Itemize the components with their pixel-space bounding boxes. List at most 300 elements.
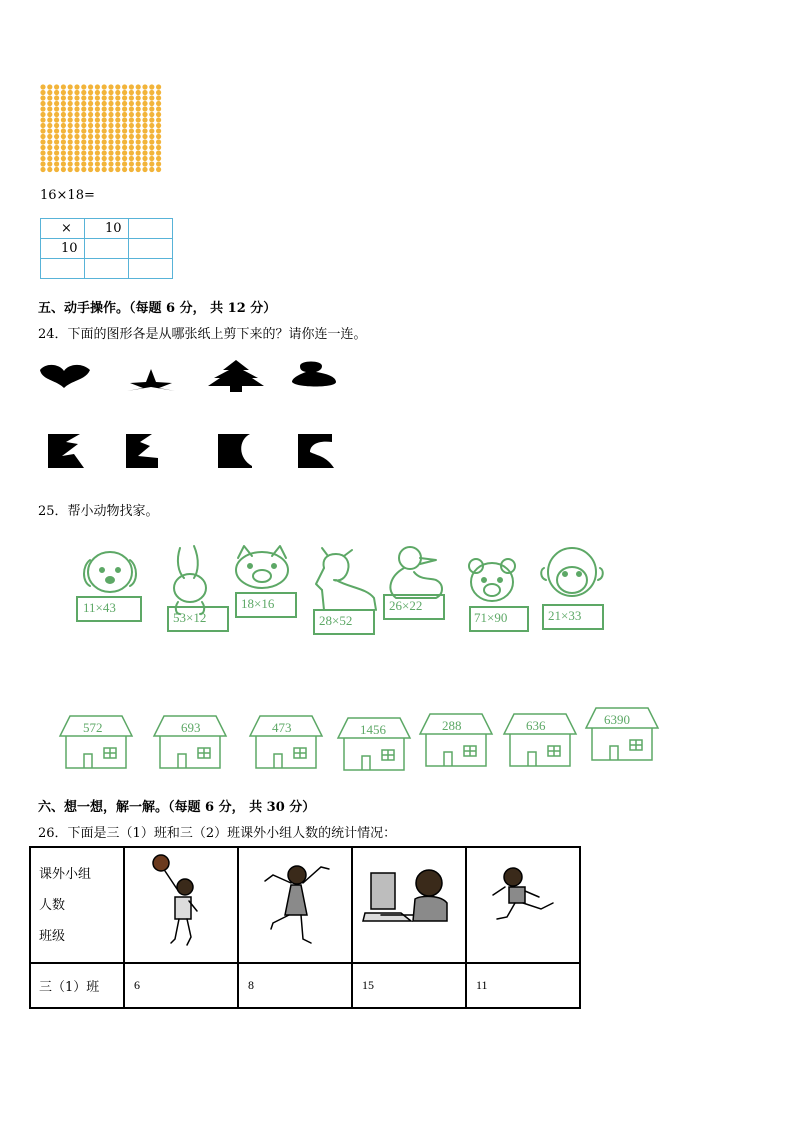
dot: [54, 95, 59, 100]
dot: [129, 90, 134, 95]
dot: [54, 101, 59, 106]
dot: [47, 128, 52, 133]
value-basketball: 6: [124, 963, 238, 1008]
dot: [40, 128, 45, 133]
dot: [115, 167, 120, 172]
dog-icon: [84, 552, 136, 592]
tree-arrow-shape: [208, 360, 264, 392]
dot: [40, 167, 45, 172]
dot: [122, 123, 127, 128]
dot: [136, 123, 141, 128]
dot: [68, 134, 73, 139]
dot: [88, 167, 93, 172]
dot: [122, 128, 127, 133]
dot: [115, 134, 120, 139]
dot: [129, 134, 134, 139]
dot: [68, 123, 73, 128]
cut-papers-row: [46, 432, 338, 472]
dot: [74, 134, 79, 139]
dot: [81, 95, 86, 100]
dot: [61, 167, 66, 172]
dot: [61, 150, 66, 155]
dot: [54, 156, 59, 161]
dot: [88, 117, 93, 122]
dot: [54, 128, 59, 133]
dot: [142, 117, 147, 122]
animal-sign: [76, 596, 142, 622]
dot: [74, 95, 79, 100]
dot: [136, 161, 141, 166]
dot: [149, 134, 154, 139]
dot: [61, 123, 66, 128]
dot: [47, 106, 52, 111]
dot: [81, 139, 86, 144]
animal-sign-label: 18×16: [241, 596, 275, 611]
dot: [54, 90, 59, 95]
question-24: 24．下面的图形各是从哪张纸上剪下来的？请你连一连。: [38, 327, 367, 342]
dot: [142, 134, 147, 139]
dot: [95, 161, 100, 166]
dot: [108, 167, 113, 172]
dot: [129, 150, 134, 155]
animal-sign: [235, 592, 297, 618]
dot: [156, 95, 161, 100]
multiplication-grid: [40, 218, 173, 279]
dot: [47, 167, 52, 172]
dot: [122, 117, 127, 122]
dot: [142, 101, 147, 106]
dot: [142, 150, 147, 155]
dot: [68, 145, 73, 150]
dot: [129, 167, 134, 172]
animal-sign: [469, 606, 529, 632]
dot: [108, 145, 113, 150]
dot: [129, 139, 134, 144]
dot: [40, 139, 45, 144]
dot: [142, 156, 147, 161]
dot: [108, 139, 113, 144]
grid-cell: 10: [41, 239, 85, 259]
dot: [95, 90, 100, 95]
dot: [88, 134, 93, 139]
dot: [61, 139, 66, 144]
dot: [156, 117, 161, 122]
dot: [74, 150, 79, 155]
dot: [40, 90, 45, 95]
animal-sign: [167, 606, 229, 632]
dot: [136, 150, 141, 155]
row-label-class-1: 三（1）班: [30, 963, 124, 1008]
dot: [54, 117, 59, 122]
dot: [68, 106, 73, 111]
dot: [149, 106, 154, 111]
dot: [95, 134, 100, 139]
value-running: 11: [466, 963, 580, 1008]
dot: [88, 112, 93, 117]
dot: [81, 156, 86, 161]
dot: [54, 161, 59, 166]
dot: [108, 95, 113, 100]
dot: [156, 134, 161, 139]
dot: [136, 134, 141, 139]
dot: [102, 145, 107, 150]
dot: [40, 106, 45, 111]
dot: [81, 145, 86, 150]
cut-shapes-row: [38, 360, 338, 392]
dot: [47, 145, 52, 150]
dot: [81, 161, 86, 166]
dot: [149, 161, 154, 166]
dot: [88, 145, 93, 150]
dot: [142, 112, 147, 117]
dot: [108, 123, 113, 128]
dot: [81, 90, 86, 95]
dot: [136, 112, 141, 117]
dot: [136, 128, 141, 133]
dot: [88, 139, 93, 144]
dot: [129, 84, 134, 89]
dot: [68, 95, 73, 100]
dot: [74, 84, 79, 89]
dot: [88, 128, 93, 133]
dot: [40, 156, 45, 161]
animal-sign: [542, 604, 604, 630]
dot: [149, 156, 154, 161]
dot: [129, 156, 134, 161]
dot: [74, 139, 79, 144]
dot: [81, 134, 86, 139]
grid-cell: [129, 239, 173, 259]
dot: [156, 150, 161, 155]
dot: [102, 117, 107, 122]
dot: [102, 128, 107, 133]
dot: [47, 156, 52, 161]
dot: [74, 156, 79, 161]
multiplication-equation: 16×18=: [40, 188, 95, 203]
dot: [47, 95, 52, 100]
dot: [47, 90, 52, 95]
dot: [108, 117, 113, 122]
dot: [129, 123, 134, 128]
dot: [88, 150, 93, 155]
dot: [47, 101, 52, 106]
bear-icon: [469, 559, 515, 601]
dot: [156, 145, 161, 150]
dot: [95, 139, 100, 144]
dot: [81, 112, 86, 117]
dot: [156, 128, 161, 133]
dot: [54, 106, 59, 111]
dot: [54, 167, 59, 172]
animal-sign-label: 11×43: [83, 600, 116, 615]
dot: [47, 117, 52, 122]
dot: [136, 95, 141, 100]
house-number: 572: [83, 720, 103, 735]
dot: [115, 161, 120, 166]
basketball-player-icon: [151, 853, 211, 953]
dot: [149, 150, 154, 155]
dot: [108, 112, 113, 117]
dot: [142, 95, 147, 100]
heart-shape: [40, 365, 90, 388]
dot: [156, 106, 161, 111]
dot: [129, 145, 134, 150]
dot: [40, 134, 45, 139]
dot: [115, 95, 120, 100]
dot: [95, 145, 100, 150]
dot: [102, 101, 107, 106]
dot: [102, 161, 107, 166]
dot: [102, 167, 107, 172]
rabbit-icon: [174, 546, 206, 614]
dot: [68, 101, 73, 106]
header-line-group: 课外小组: [39, 866, 92, 882]
dot: [115, 139, 120, 144]
house-number: 473: [272, 720, 292, 735]
dot: [142, 139, 147, 144]
dot: [102, 150, 107, 155]
dot: [68, 161, 73, 166]
dot: [149, 84, 154, 89]
dot: [95, 84, 100, 89]
dot: [102, 134, 107, 139]
dot: [40, 123, 45, 128]
dot: [88, 95, 93, 100]
activity-computer: [352, 847, 466, 963]
paper-b: [126, 434, 158, 468]
dot: [88, 90, 93, 95]
dot: [122, 150, 127, 155]
dot: [129, 95, 134, 100]
question-26: 26．下面是三（1）班和三（2）班课外小组人数的统计情况：: [38, 826, 397, 841]
dot: [40, 145, 45, 150]
activity-running: [466, 847, 580, 963]
dot: [61, 156, 66, 161]
dot: [122, 139, 127, 144]
dot: [61, 101, 66, 106]
dot: [95, 123, 100, 128]
dot: [74, 128, 79, 133]
question-25: 25．帮小动物找家。: [38, 504, 159, 519]
dot: [61, 84, 66, 89]
grid-cell: [129, 259, 173, 279]
dot: [61, 117, 66, 122]
dot: [149, 139, 154, 144]
dot: [108, 134, 113, 139]
house-number: 693: [181, 720, 201, 735]
dot: [74, 101, 79, 106]
dot: [68, 139, 73, 144]
dot: [54, 134, 59, 139]
house-number: 636: [526, 718, 546, 733]
dot: [102, 139, 107, 144]
dot: [68, 84, 73, 89]
dot: [142, 145, 147, 150]
dot: [149, 117, 154, 122]
dot: [102, 90, 107, 95]
dot: [47, 139, 52, 144]
house-number: 288: [442, 718, 462, 733]
table-corner-header: [30, 847, 124, 963]
dot: [122, 106, 127, 111]
dot: [129, 106, 134, 111]
animal-sign-label: 28×52: [319, 613, 353, 628]
dot: [61, 161, 66, 166]
dot: [115, 128, 120, 133]
dot: [47, 112, 52, 117]
dot: [40, 95, 45, 100]
dot: [108, 106, 113, 111]
dot: [88, 101, 93, 106]
dot: [122, 134, 127, 139]
dot: [136, 101, 141, 106]
dot: [136, 139, 141, 144]
dot: [122, 112, 127, 117]
dot: [129, 117, 134, 122]
dot: [115, 123, 120, 128]
grid-cell: [85, 259, 129, 279]
dot: [156, 101, 161, 106]
grid-cell: 10: [85, 219, 129, 239]
dot: [122, 95, 127, 100]
dot: [136, 145, 141, 150]
activity-dance: [238, 847, 352, 963]
dot: [61, 134, 66, 139]
pig-icon: [236, 546, 288, 588]
dot: [149, 101, 154, 106]
dot: [122, 101, 127, 106]
dot: [149, 128, 154, 133]
dot: [95, 117, 100, 122]
dot: [156, 123, 161, 128]
dot: [149, 167, 154, 172]
dot: [142, 128, 147, 133]
dot: [136, 106, 141, 111]
dot: [74, 145, 79, 150]
dot: [108, 156, 113, 161]
dot: [88, 156, 93, 161]
dot: [40, 112, 45, 117]
dot: [115, 145, 120, 150]
dot: [95, 112, 100, 117]
dot: [149, 145, 154, 150]
dot: [68, 167, 73, 172]
activity-basketball: [124, 847, 238, 963]
dot: [142, 167, 147, 172]
goat-icon: [316, 548, 376, 610]
dot: [156, 161, 161, 166]
dot: [81, 167, 86, 172]
houses-row: [56, 704, 666, 774]
header-line-class: 班级: [39, 928, 66, 944]
dot: [149, 95, 154, 100]
dot: [68, 128, 73, 133]
animal-sign: [313, 609, 375, 635]
dot-array: [40, 84, 164, 176]
value-computer: 15: [352, 963, 466, 1008]
dot: [136, 117, 141, 122]
dot: [142, 90, 147, 95]
dot: [156, 112, 161, 117]
dot: [156, 139, 161, 144]
dot: [88, 106, 93, 111]
dot: [115, 90, 120, 95]
dot: [142, 84, 147, 89]
monkey-icon: [541, 548, 603, 596]
paper-d: [298, 434, 334, 468]
dot: [129, 128, 134, 133]
dot: [102, 112, 107, 117]
paper-c: [218, 434, 252, 468]
dot: [136, 84, 141, 89]
section-five-heading: 五、动手操作。（每题 6 分， 共 12 分）: [38, 301, 277, 316]
dot: [68, 112, 73, 117]
dot: [95, 106, 100, 111]
dot: [108, 101, 113, 106]
dot: [95, 150, 100, 155]
animal-sign-label: 21×33: [548, 608, 582, 623]
dot: [156, 90, 161, 95]
dot: [54, 139, 59, 144]
dot: [81, 106, 86, 111]
dot: [102, 95, 107, 100]
dot: [54, 150, 59, 155]
dot: [149, 123, 154, 128]
dot: [102, 84, 107, 89]
dot: [115, 101, 120, 106]
paper-a: [48, 434, 84, 468]
dot: [122, 167, 127, 172]
dot: [115, 112, 120, 117]
dot: [108, 90, 113, 95]
dot: [115, 117, 120, 122]
dot: [74, 112, 79, 117]
statistics-table: [29, 846, 581, 1009]
dot: [115, 84, 120, 89]
running-boy-icon: [483, 863, 563, 943]
dot: [122, 156, 127, 161]
dot: [122, 84, 127, 89]
dot: [156, 156, 161, 161]
header-line-count: 人数: [39, 897, 66, 913]
dot: [95, 95, 100, 100]
dot: [149, 112, 154, 117]
dot: [115, 156, 120, 161]
dot: [88, 123, 93, 128]
dot: [40, 101, 45, 106]
dancing-girl-icon: [255, 853, 335, 953]
dot: [54, 84, 59, 89]
dot: [81, 117, 86, 122]
dot: [156, 84, 161, 89]
value-dance: 8: [238, 963, 352, 1008]
dot: [47, 134, 52, 139]
grid-cell: [85, 239, 129, 259]
dot: [61, 112, 66, 117]
animal-sign-label: 26×22: [389, 598, 423, 613]
dot: [136, 156, 141, 161]
dot: [129, 101, 134, 106]
dot: [95, 128, 100, 133]
dot: [142, 161, 147, 166]
dot: [40, 84, 45, 89]
dot: [108, 150, 113, 155]
animal-sign: [383, 594, 445, 620]
dot: [102, 156, 107, 161]
dot: [68, 90, 73, 95]
dot: [61, 90, 66, 95]
dot: [81, 150, 86, 155]
